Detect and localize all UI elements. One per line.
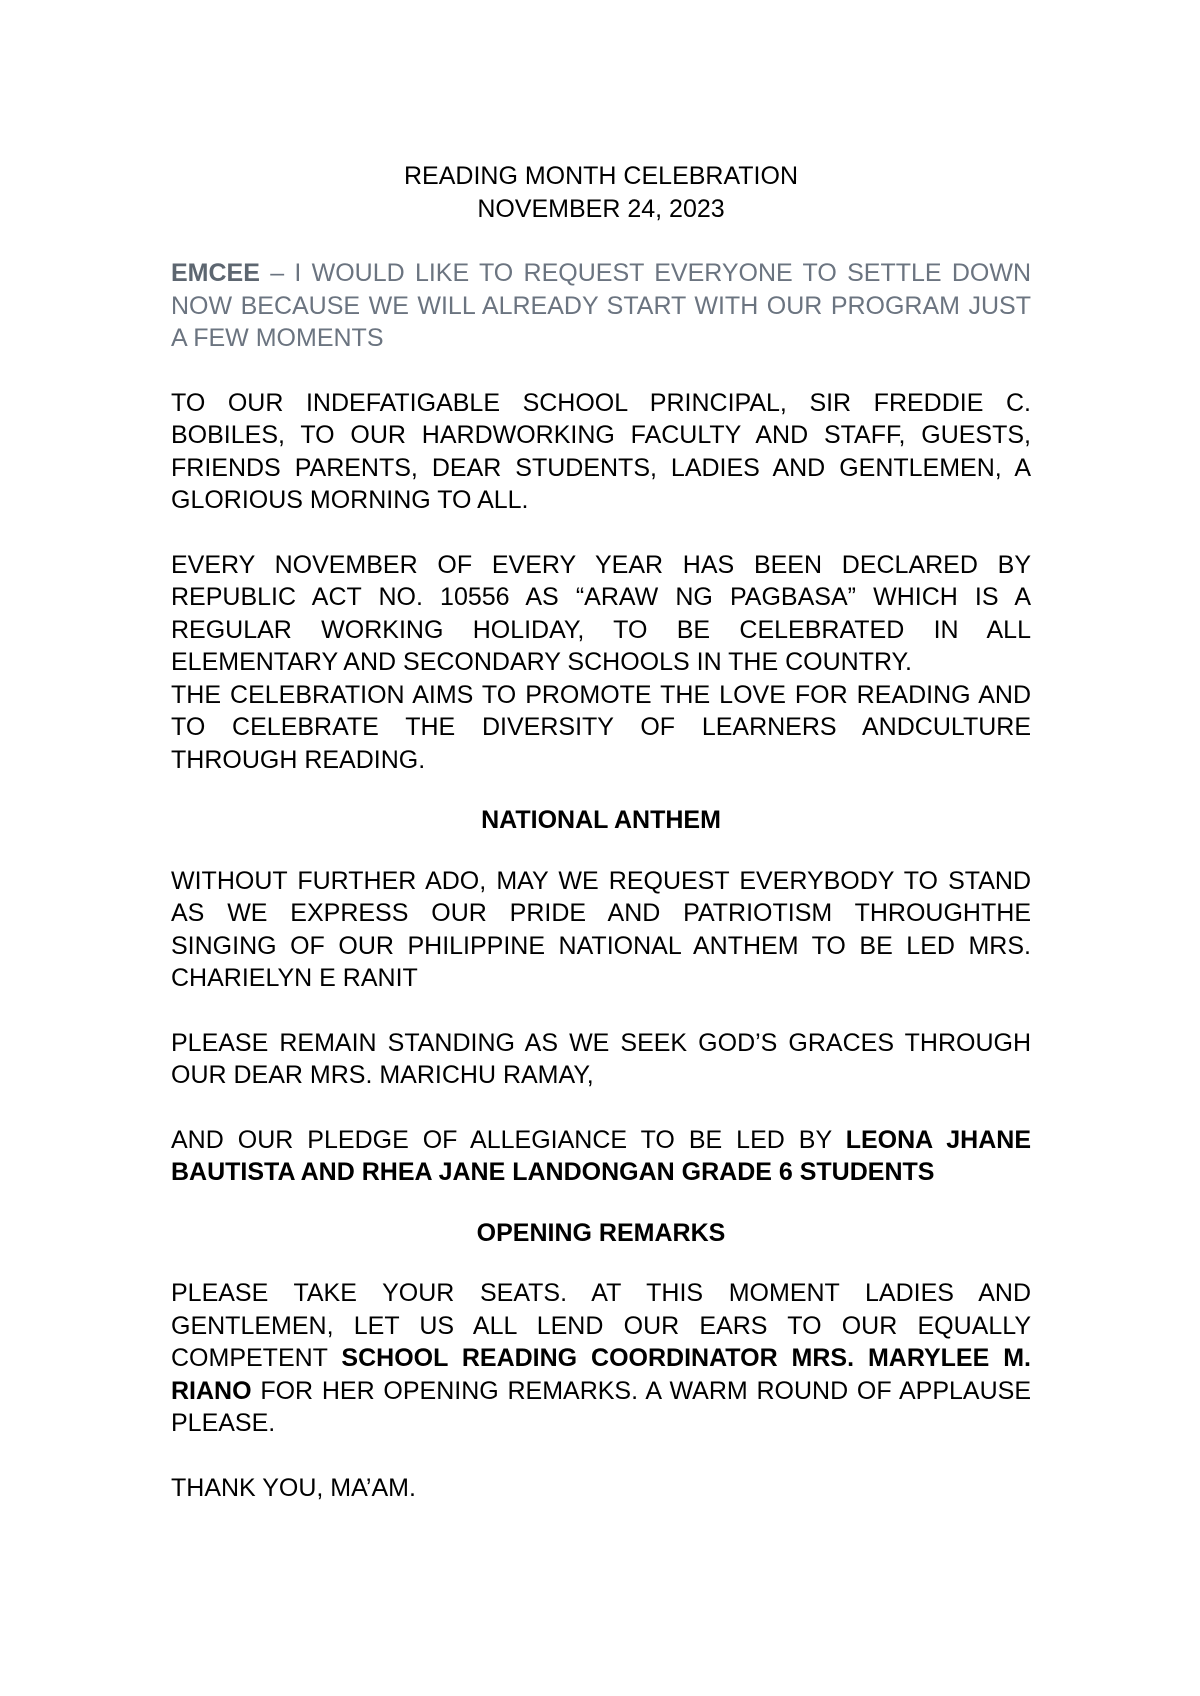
anthem-heading: NATIONAL ANTHEM bbox=[481, 806, 721, 834]
emcee-text: – I WOULD LIKE TO REQUEST EVERYONE TO SETTLE DOWN NOW BECAUSE WE WILL ALREADY START WITH OUR PROGRAM JUST A FEW MOMENTS bbox=[171, 259, 1031, 352]
prayer-paragraph: PLEASE REMAIN STANDING AS WE SEEK GOD’S GRACES THROUGH OUR DEAR MRS. MARICHU RAMAY, bbox=[171, 1028, 1031, 1089]
greeting-paragraph: TO OUR INDEFATIGABLE SCHOOL PRINCIPAL, SIR FREDDIE C. BOBILES, TO OUR HARDWORKING FACULTY AND STAFF, GUESTS, FRIENDS PARENTS, DEAR STUDENTS, LADIES AND GENTLEMEN, A GLORIOUS MORNING TO ALL. bbox=[171, 388, 1031, 514]
pledge-paragraph bbox=[171, 1124, 1031, 1189]
emcee-label: EMCEE bbox=[171, 259, 260, 287]
pledge-text: AND OUR PLEDGE OF ALLEGIANCE TO BE LED BY bbox=[171, 1125, 846, 1154]
anthem-paragraph: WITHOUT FURTHER ADO, MAY WE REQUEST EVERYBODY TO STAND AS WE EXPRESS OUR PRIDE AND PATRIOTISM THROUGHTHE SINGING OF OUR PHILIPPINE NATIONAL ANTHEM TO BE LED MRS. CHARIELYN E RANIT bbox=[171, 866, 1031, 992]
document-title: READING MONTH CELEBRATION bbox=[403, 162, 799, 190]
remarks-heading: OPENING REMARKS bbox=[476, 1218, 726, 1247]
closing-line: THANK YOU, MA’AM. bbox=[171, 1473, 416, 1502]
remarks-text-after: FOR HER OPENING REMARKS. A WARM ROUND OF APPLAUSE PLEASE. bbox=[171, 1376, 1031, 1437]
remarks-paragraph bbox=[171, 1277, 1031, 1440]
emcee-paragraph bbox=[171, 257, 1031, 355]
document-date: NOVEMBER 24, 2023 bbox=[477, 194, 725, 223]
intro-paragraph-2: THE CELEBRATION AIMS TO PROMOTE THE LOVE FOR READING AND TO CELEBRATE THE DIVERSITY OF LEARNERS ANDCULTURE THROUGH READING. bbox=[171, 680, 1031, 774]
remarks-speaker: SCHOOL READING COORDINATOR MRS. MARYLEE M. RIANO bbox=[171, 1344, 1031, 1405]
intro-paragraph-1: EVERY NOVEMBER OF EVERY YEAR HAS BEEN DECLARED BY REPUBLIC ACT NO. 10556 AS “ARAW NG PAGBASA” WHICH IS A REGULAR WORKING HOLIDAY, TO BE CELEBRATED IN ALL ELEMENTARY AND SECONDARY SCHOOLS IN THE COUNTRY. bbox=[171, 550, 1031, 676]
pledge-leaders: LEONA JHANE BAUTISTA AND RHEA JANE LANDONGAN GRADE 6 STUDENTS bbox=[171, 1125, 1031, 1186]
remarks-text-before: PLEASE TAKE YOUR SEATS. AT THIS MOMENT LADIES AND GENTLEMEN, LET US ALL LEND OUR EARS TO OUR EQUALLY COMPETENT bbox=[171, 1279, 1031, 1372]
document-page bbox=[171, 160, 1031, 1504]
